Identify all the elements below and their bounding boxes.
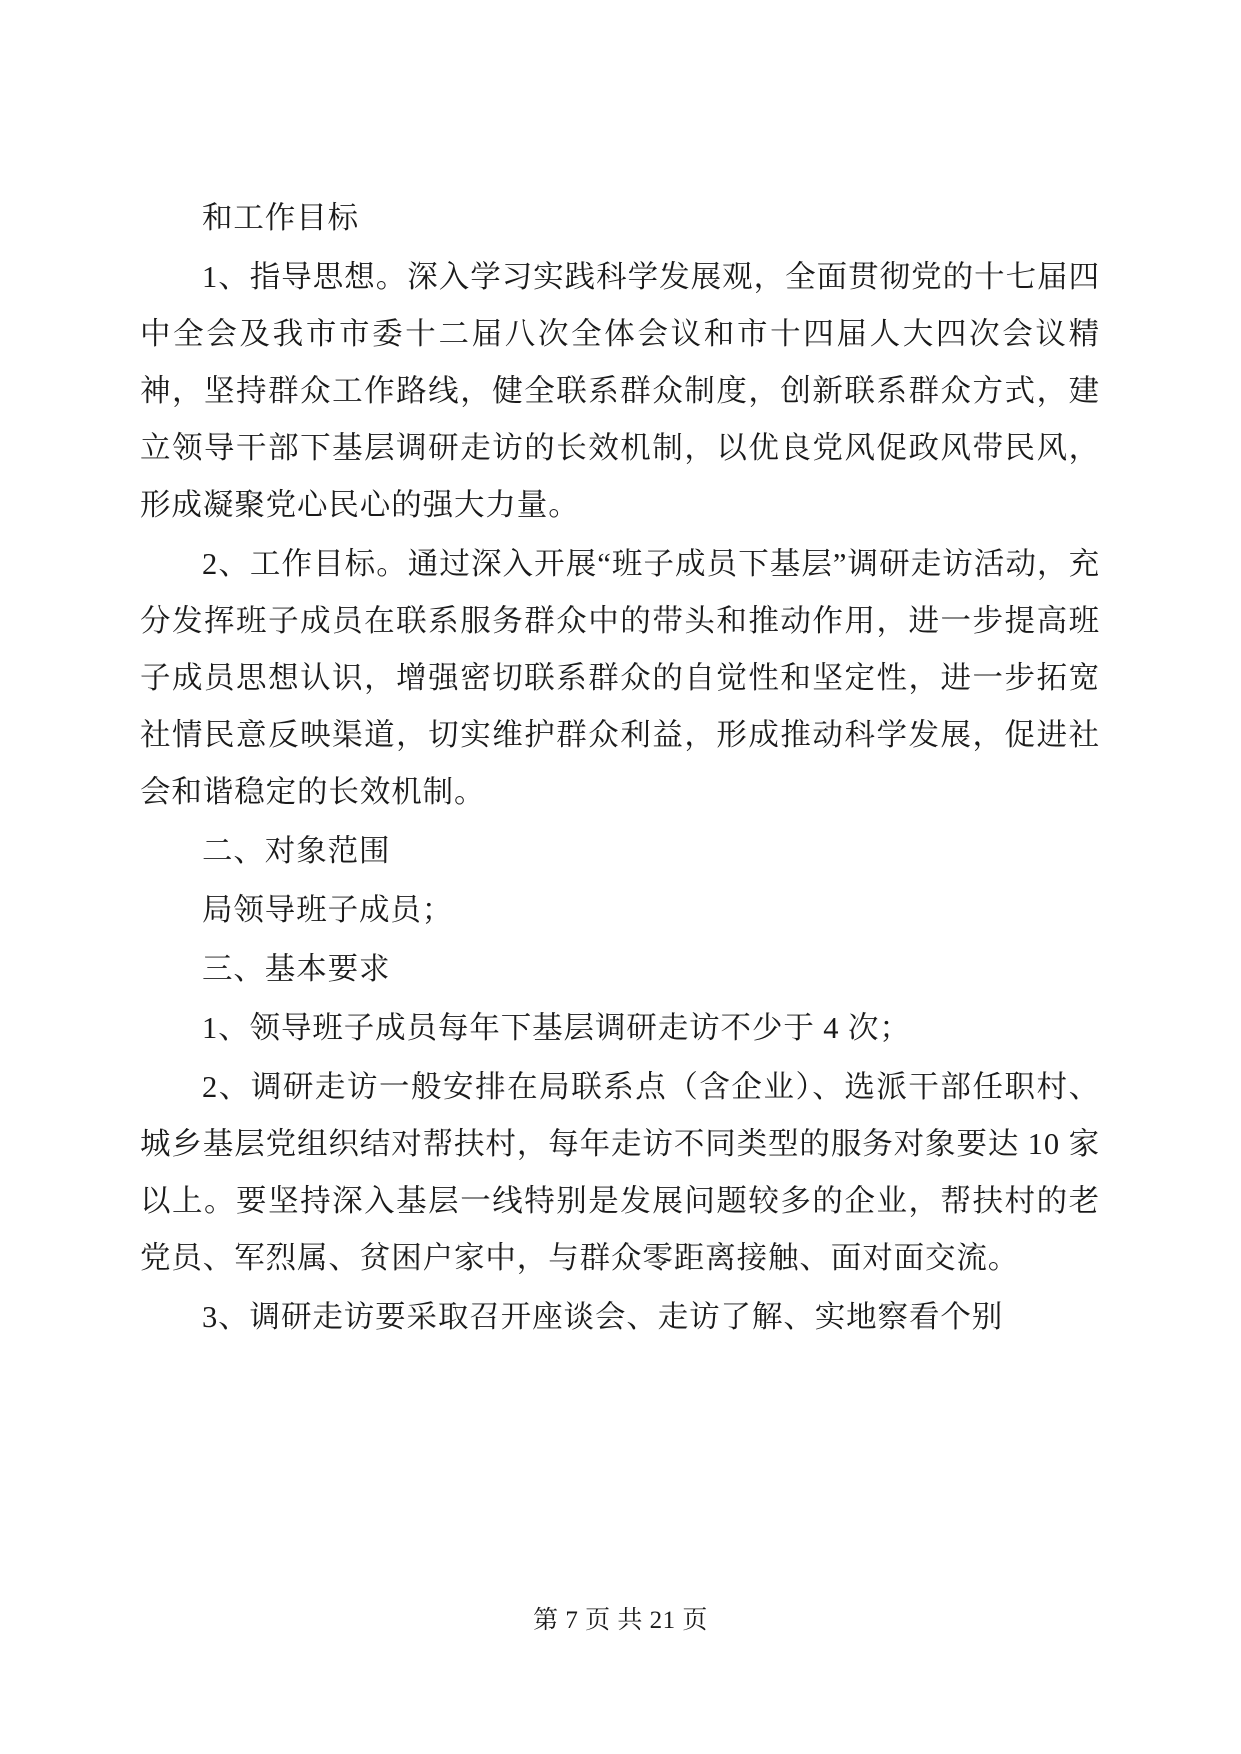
paragraph: 2、工作目标。通过深入开展“班子成员下基层”调研走访活动，充分发挥班子成员在联系服务群众中的带头和推动作用，进一步提高班子成员思想认识，增强密切联系群众的自觉性和坚定性，进一步拓宽社情民意反映渠道，切实维护群众利益，形成推动科学发展，促进社会和谐稳定的长效机制。	[140, 547, 1100, 809]
paragraph: 1、指导思想。深入学习实践科学发展观，全面贯彻党的十七届四中全会及我市市委十二届八次全体会议和市十四届人大四次会议精神，坚持群众工作路线，健全联系群众制度，创新联系群众方式，建立领导干部下基层调研走访的长效机制，以优良党风促政风带民风，形成凝聚党心民心的强大力量。	[140, 260, 1100, 522]
document-body	[140, 190, 1100, 1348]
paragraph: 2、调研走访一般安排在局联系点（含企业）、选派干部任职村、城乡基层党组织结对帮扶村，每年走访不同类型的服务对象要达 10 家以上。要坚持深入基层一线特别是发展问题较多的企业，帮扶村的老党员、军烈属、贫困户家中，与群众零距离接触、面对面交流。	[140, 1070, 1100, 1275]
paragraph: 二、对象范围	[202, 834, 391, 868]
paragraph: 和工作目标	[202, 201, 359, 235]
paragraph: 1、领导班子成员每年下基层调研走访不少于 4 次；	[202, 1011, 911, 1045]
paragraph: 3、调研走访要采取召开座谈会、走访了解、实地察看个别	[202, 1300, 1004, 1334]
paragraph: 三、基本要求	[202, 952, 391, 986]
paragraph: 局领导班子成员；	[202, 893, 454, 927]
page-footer: 第 7 页 共 21 页	[533, 1607, 708, 1634]
